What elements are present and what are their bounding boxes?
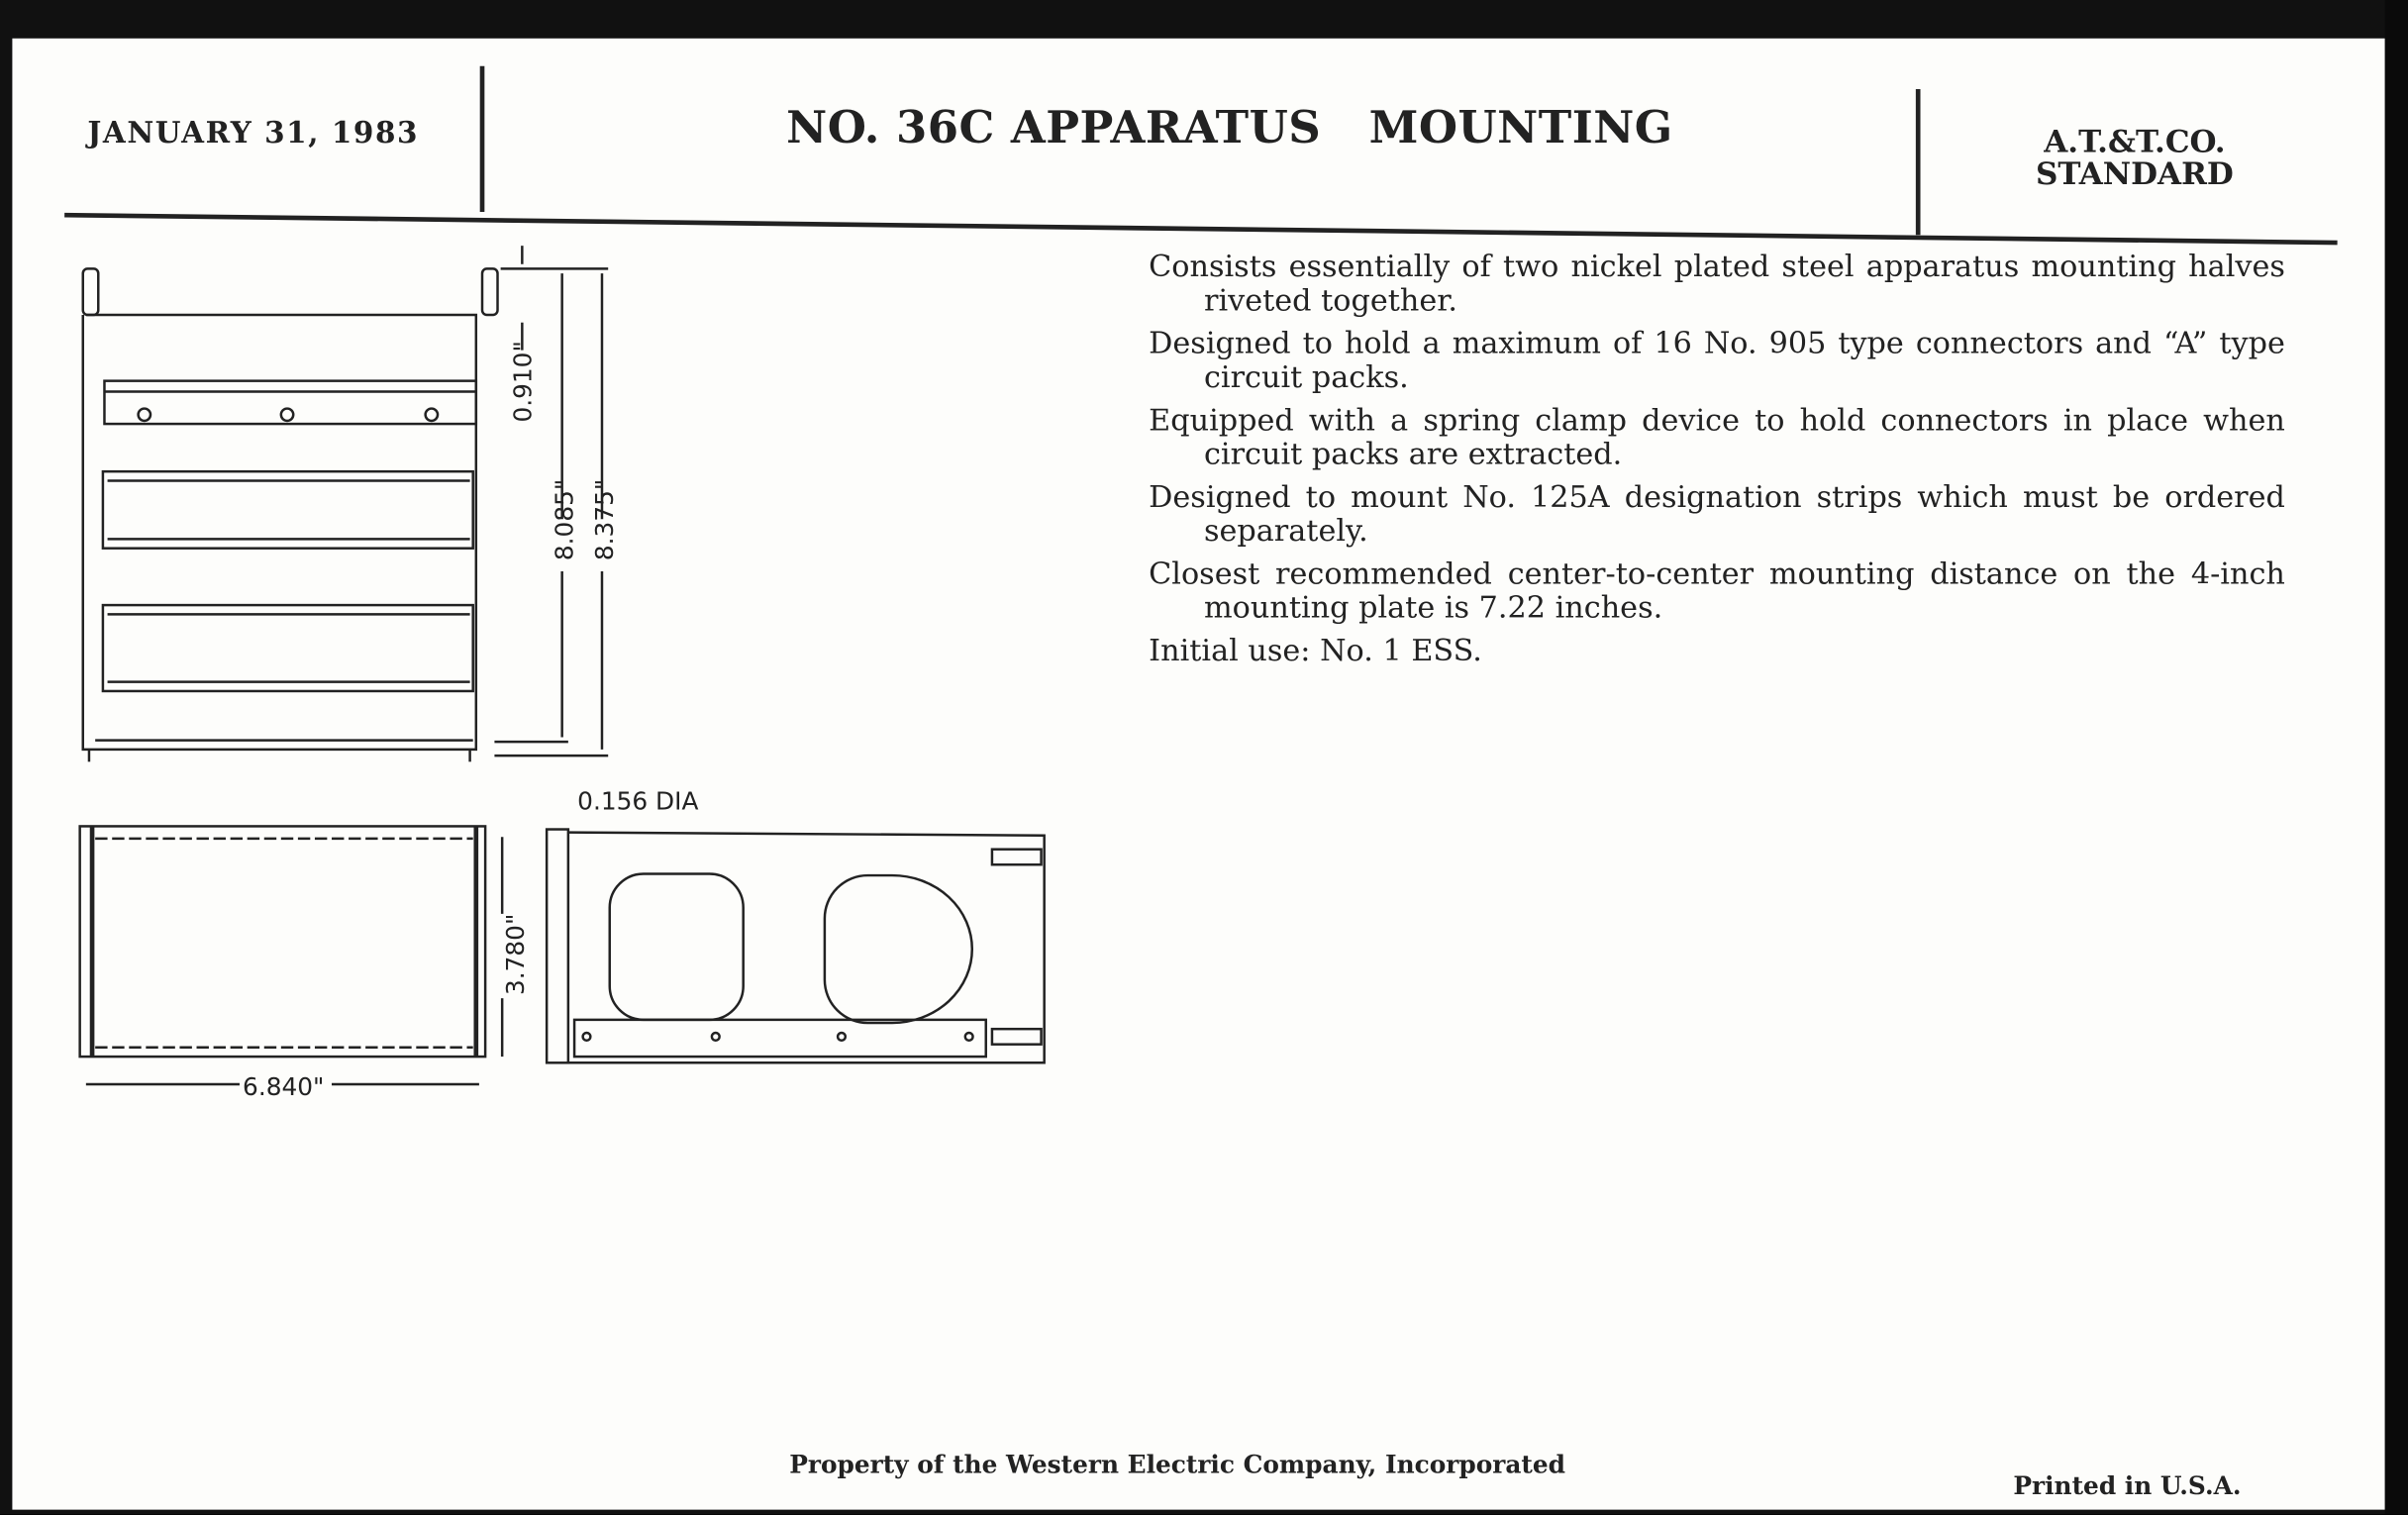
description-paragraph: Consists essentially of two nickel plated steel apparatus mounting halves riveted together.: [1149, 249, 2285, 319]
standard-line-1: A.T.&T.CO.: [2044, 123, 2226, 160]
dim-width: 6.840": [243, 1071, 325, 1101]
dim-depth: 3.780": [500, 913, 530, 996]
footer-property: Property of the Western Electric Company, Incorporated: [789, 1450, 1566, 1479]
document-date: JANUARY 31, 1983: [87, 116, 420, 151]
description-paragraph: Initial use: No. 1 ESS.: [1149, 633, 1482, 668]
dim-inner-height: 8.085": [550, 478, 579, 561]
description-paragraph: Designed to mount No. 125A designation strips which must be ordered separately.: [1149, 478, 2285, 549]
dim-hole: 0.156 DIA: [577, 786, 699, 816]
dim-top-offset: 0.910": [508, 341, 538, 423]
footer-printed: Printed in U.S.A.: [2013, 1470, 2242, 1501]
description-paragraph: Equipped with a spring clamp device to hold connectors in place when circuit packs are extracted.: [1149, 402, 2285, 472]
front-view: [83, 268, 498, 761]
document-title: NO. 36C APPARATUS MOUNTING: [786, 101, 1673, 154]
top-view: [80, 826, 485, 1057]
standard-line-2: STANDARD: [2035, 154, 2234, 192]
dim-overall-height: 8.375": [589, 478, 619, 561]
side-view: [547, 830, 1045, 1063]
header-rule: [64, 215, 2337, 243]
description-paragraph: Closest recommended center-to-center mounting distance on the 4-inch mounting plate is 7.22 inches.: [1149, 556, 2285, 626]
standard-label: [1996, 123, 2272, 192]
description: [1149, 251, 2285, 677]
description-paragraph: Designed to hold a maximum of 16 No. 905 type connectors and “A” type circuit packs.: [1149, 325, 2285, 395]
